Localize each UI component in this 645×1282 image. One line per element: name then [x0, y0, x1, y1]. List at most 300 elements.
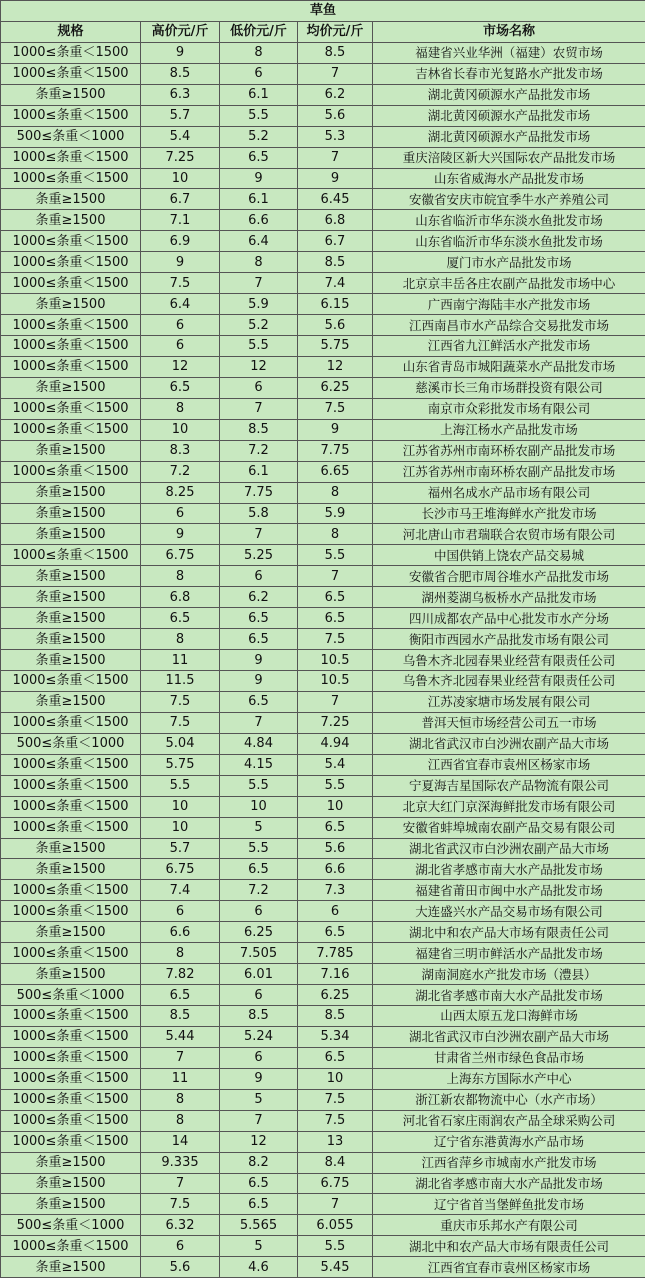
cell-avg-price: 10.5	[298, 671, 373, 692]
cell-avg-price: 6.8	[298, 210, 373, 231]
cell-market: 江西省宜春市袁州区杨家市场	[373, 1257, 645, 1278]
cell-spec: 条重≥1500	[1, 1257, 141, 1278]
cell-low-price: 5	[220, 1236, 298, 1257]
table-row	[1, 1110, 645, 1131]
cell-spec: 1000≤条重＜1500	[1, 754, 141, 775]
cell-low-price: 7	[220, 1110, 298, 1131]
table-row	[1, 1006, 645, 1027]
cell-market: 湖北黄冈硕源水产品批发市场	[373, 105, 645, 126]
cell-high-price: 6	[141, 503, 220, 524]
cell-high-price: 7.4	[141, 880, 220, 901]
cell-low-price: 6	[220, 63, 298, 84]
table-row	[1, 608, 645, 629]
cell-market: 河北省石家庄雨润农产品全球采购公司	[373, 1110, 645, 1131]
cell-market: 湖北省武汉市白沙洲农副产品大市场	[373, 733, 645, 754]
cell-low-price: 6.4	[220, 231, 298, 252]
table-row	[1, 566, 645, 587]
cell-low-price: 6.2	[220, 587, 298, 608]
cell-avg-price: 8	[298, 482, 373, 503]
table-row	[1, 440, 645, 461]
header-spec: 规格	[1, 21, 141, 42]
cell-low-price: 6.5	[220, 608, 298, 629]
cell-high-price: 5.4	[141, 126, 220, 147]
cell-low-price: 4.84	[220, 733, 298, 754]
cell-market: 江苏省苏州市南环桥农副产品批发市场	[373, 440, 645, 461]
cell-avg-price: 7	[298, 691, 373, 712]
cell-market: 广西南宁海陆丰水产批发市场	[373, 294, 645, 315]
cell-spec: 1000≤条重＜1500	[1, 1068, 141, 1089]
cell-low-price: 5.24	[220, 1026, 298, 1047]
cell-avg-price: 8	[298, 524, 373, 545]
cell-market: 湖北省武汉市白沙洲农副产品大市场	[373, 1026, 645, 1047]
cell-high-price: 8.5	[141, 63, 220, 84]
cell-low-price: 9	[220, 1068, 298, 1089]
cell-high-price: 9	[141, 42, 220, 63]
cell-market: 江西省萍乡市城南水产批发市场	[373, 1152, 645, 1173]
cell-avg-price: 10	[298, 796, 373, 817]
cell-spec: 1000≤条重＜1500	[1, 252, 141, 273]
cell-spec: 1000≤条重＜1500	[1, 63, 141, 84]
cell-avg-price: 6.45	[298, 189, 373, 210]
cell-market: 长沙市马王堆海鲜水产批发市场	[373, 503, 645, 524]
cell-high-price: 6.75	[141, 859, 220, 880]
cell-avg-price: 5.4	[298, 754, 373, 775]
table-row	[1, 1131, 645, 1152]
table-row	[1, 838, 645, 859]
cell-market: 山东省临沂市华东淡水鱼批发市场	[373, 231, 645, 252]
cell-market: 大连盛兴水产品交易市场有限公司	[373, 901, 645, 922]
cell-low-price: 4.6	[220, 1257, 298, 1278]
cell-avg-price: 6.25	[298, 985, 373, 1006]
cell-spec: 条重≥1500	[1, 608, 141, 629]
cell-spec: 条重≥1500	[1, 482, 141, 503]
cell-high-price: 8.5	[141, 1006, 220, 1027]
cell-avg-price: 5.6	[298, 315, 373, 336]
cell-low-price: 8.5	[220, 419, 298, 440]
table-row	[1, 398, 645, 419]
cell-avg-price: 13	[298, 1131, 373, 1152]
cell-market: 湖州菱湖乌板桥水产品批发市场	[373, 587, 645, 608]
cell-high-price: 9.335	[141, 1152, 220, 1173]
cell-avg-price: 5.5	[298, 775, 373, 796]
cell-spec: 条重≥1500	[1, 1173, 141, 1194]
cell-low-price: 7	[220, 273, 298, 294]
table-row	[1, 796, 645, 817]
cell-market: 湖北省孝感市南大水产品批发市场	[373, 985, 645, 1006]
cell-market: 安徽省安庆市皖宜季牛水产养殖公司	[373, 189, 645, 210]
cell-market: 上海江杨水产品批发市场	[373, 419, 645, 440]
table-row	[1, 189, 645, 210]
cell-high-price: 6.8	[141, 587, 220, 608]
table-row	[1, 754, 645, 775]
cell-spec: 条重≥1500	[1, 84, 141, 105]
cell-spec: 1000≤条重＜1500	[1, 147, 141, 168]
cell-spec: 1000≤条重＜1500	[1, 315, 141, 336]
cell-spec: 1000≤条重＜1500	[1, 398, 141, 419]
cell-spec: 条重≥1500	[1, 859, 141, 880]
cell-high-price: 8	[141, 566, 220, 587]
cell-low-price: 4.15	[220, 754, 298, 775]
table-row	[1, 147, 645, 168]
cell-avg-price: 6.25	[298, 377, 373, 398]
table-row	[1, 419, 645, 440]
cell-avg-price: 6.65	[298, 461, 373, 482]
cell-market: 四川成都农产品中心批发市水产分场	[373, 608, 645, 629]
cell-avg-price: 10	[298, 1068, 373, 1089]
cell-spec: 500≤条重＜1000	[1, 733, 141, 754]
table-row	[1, 231, 645, 252]
cell-low-price: 12	[220, 356, 298, 377]
cell-spec: 条重≥1500	[1, 377, 141, 398]
cell-market: 湖北省武汉市白沙洲农副产品大市场	[373, 838, 645, 859]
cell-spec: 1000≤条重＜1500	[1, 231, 141, 252]
cell-market: 慈溪市长三角市场群投资有限公司	[373, 377, 645, 398]
cell-low-price: 6.1	[220, 84, 298, 105]
cell-spec: 条重≥1500	[1, 440, 141, 461]
cell-avg-price: 7.4	[298, 273, 373, 294]
cell-low-price: 5	[220, 817, 298, 838]
cell-low-price: 6	[220, 901, 298, 922]
cell-market: 重庆市乐邦水产有限公司	[373, 1215, 645, 1236]
cell-avg-price: 5.75	[298, 336, 373, 357]
table-row	[1, 315, 645, 336]
cell-spec: 1000≤条重＜1500	[1, 1047, 141, 1068]
cell-low-price: 8	[220, 42, 298, 63]
cell-spec: 1000≤条重＜1500	[1, 712, 141, 733]
cell-high-price: 11	[141, 1068, 220, 1089]
table-row	[1, 1068, 645, 1089]
cell-low-price: 6.6	[220, 210, 298, 231]
cell-avg-price: 6.2	[298, 84, 373, 105]
cell-high-price: 10	[141, 168, 220, 189]
cell-low-price: 6.25	[220, 922, 298, 943]
cell-market: 山西太原五龙口海鲜市场	[373, 1006, 645, 1027]
cell-market: 江苏凌家塘市场发展有限公司	[373, 691, 645, 712]
table-row	[1, 63, 645, 84]
cell-high-price: 8	[141, 629, 220, 650]
header-market: 市场名称	[373, 21, 645, 42]
cell-market: 湖北中和农产品大市场有限责任公司	[373, 922, 645, 943]
cell-spec: 500≤条重＜1000	[1, 985, 141, 1006]
cell-high-price: 6.4	[141, 294, 220, 315]
cell-avg-price: 8.5	[298, 42, 373, 63]
cell-spec: 条重≥1500	[1, 503, 141, 524]
cell-low-price: 9	[220, 650, 298, 671]
table-row	[1, 1215, 645, 1236]
cell-low-price: 7	[220, 398, 298, 419]
cell-low-price: 6	[220, 566, 298, 587]
cell-market: 安徽省合肥市周谷堆水产品批发市场	[373, 566, 645, 587]
table-row	[1, 545, 645, 566]
cell-low-price: 5	[220, 1089, 298, 1110]
table-row	[1, 587, 645, 608]
table-row	[1, 712, 645, 733]
table-row	[1, 1089, 645, 1110]
title-row	[1, 1, 645, 22]
cell-high-price: 6	[141, 901, 220, 922]
cell-avg-price: 5.5	[298, 545, 373, 566]
cell-low-price: 6.1	[220, 189, 298, 210]
cell-avg-price: 6.5	[298, 922, 373, 943]
table-row	[1, 650, 645, 671]
cell-spec: 1000≤条重＜1500	[1, 356, 141, 377]
cell-low-price: 6.5	[220, 147, 298, 168]
table-row	[1, 461, 645, 482]
cell-market: 江西省宜春市袁州区杨家市场	[373, 754, 645, 775]
cell-high-price: 7.25	[141, 147, 220, 168]
cell-high-price: 11	[141, 650, 220, 671]
cell-market: 福建省兴业华洲（福建）农贸市场	[373, 42, 645, 63]
cell-high-price: 6.7	[141, 189, 220, 210]
cell-low-price: 12	[220, 1131, 298, 1152]
table-row	[1, 859, 645, 880]
cell-avg-price: 5.6	[298, 838, 373, 859]
table-row	[1, 1236, 645, 1257]
cell-low-price: 5.2	[220, 315, 298, 336]
table-row	[1, 252, 645, 273]
cell-market: 江西省九江鲜活水产批发市场	[373, 336, 645, 357]
cell-market: 山东省威海水产品批发市场	[373, 168, 645, 189]
cell-high-price: 7.2	[141, 461, 220, 482]
cell-high-price: 7.5	[141, 273, 220, 294]
cell-avg-price: 7.5	[298, 398, 373, 419]
cell-avg-price: 8.5	[298, 1006, 373, 1027]
cell-low-price: 5.5	[220, 336, 298, 357]
cell-avg-price: 6.7	[298, 231, 373, 252]
table-row	[1, 482, 645, 503]
cell-high-price: 10	[141, 817, 220, 838]
cell-high-price: 14	[141, 1131, 220, 1152]
table-row	[1, 273, 645, 294]
cell-avg-price: 5.34	[298, 1026, 373, 1047]
cell-spec: 条重≥1500	[1, 587, 141, 608]
table-body	[1, 42, 645, 1277]
cell-spec: 1000≤条重＜1500	[1, 545, 141, 566]
table-row	[1, 294, 645, 315]
cell-avg-price: 4.94	[298, 733, 373, 754]
cell-spec: 500≤条重＜1000	[1, 126, 141, 147]
table-row	[1, 377, 645, 398]
table-row	[1, 1257, 645, 1278]
cell-spec: 条重≥1500	[1, 566, 141, 587]
cell-low-price: 5.2	[220, 126, 298, 147]
cell-market: 山东省青岛市城阳蔬菜水产品批发市场	[373, 356, 645, 377]
cell-avg-price: 6	[298, 901, 373, 922]
cell-market: 山东省临沂市华东淡水鱼批发市场	[373, 210, 645, 231]
cell-market: 湖北黄冈硕源水产品批发市场	[373, 126, 645, 147]
cell-market: 河北唐山市君瑞联合农贸市场有限公司	[373, 524, 645, 545]
cell-low-price: 6	[220, 1047, 298, 1068]
cell-low-price: 7.2	[220, 440, 298, 461]
cell-spec: 1000≤条重＜1500	[1, 775, 141, 796]
cell-high-price: 6.3	[141, 84, 220, 105]
cell-market: 吉林省长春市光复路水产批发市场	[373, 63, 645, 84]
cell-market: 乌鲁木齐北园春果业经营有限责任公司	[373, 671, 645, 692]
cell-high-price: 7.82	[141, 964, 220, 985]
cell-spec: 条重≥1500	[1, 691, 141, 712]
cell-avg-price: 7.5	[298, 629, 373, 650]
cell-market: 福州名成水产品市场有限公司	[373, 482, 645, 503]
cell-high-price: 10	[141, 419, 220, 440]
table-row	[1, 733, 645, 754]
cell-spec: 1000≤条重＜1500	[1, 336, 141, 357]
cell-low-price: 7.75	[220, 482, 298, 503]
cell-market: 辽宁省首当堡鲜鱼批发市场	[373, 1194, 645, 1215]
table-row	[1, 524, 645, 545]
cell-high-price: 6.5	[141, 377, 220, 398]
cell-high-price: 6.6	[141, 922, 220, 943]
cell-high-price: 7	[141, 1047, 220, 1068]
cell-avg-price: 8.5	[298, 252, 373, 273]
cell-avg-price: 6.5	[298, 608, 373, 629]
cell-avg-price: 5.5	[298, 1236, 373, 1257]
table-row	[1, 629, 645, 650]
cell-high-price: 8	[141, 398, 220, 419]
cell-spec: 条重≥1500	[1, 1194, 141, 1215]
cell-market: 湖北省孝感市南大水产品批发市场	[373, 859, 645, 880]
cell-low-price: 6.5	[220, 1173, 298, 1194]
cell-high-price: 5.6	[141, 1257, 220, 1278]
cell-avg-price: 6.75	[298, 1173, 373, 1194]
cell-high-price: 9	[141, 524, 220, 545]
table-row	[1, 880, 645, 901]
cell-spec: 1000≤条重＜1500	[1, 461, 141, 482]
cell-low-price: 6.5	[220, 1194, 298, 1215]
cell-high-price: 5.44	[141, 1026, 220, 1047]
cell-market: 江西南昌市水产品综合交易批发市场	[373, 315, 645, 336]
cell-avg-price: 7.75	[298, 440, 373, 461]
table-row	[1, 126, 645, 147]
table-row	[1, 1173, 645, 1194]
cell-low-price: 6	[220, 985, 298, 1006]
cell-low-price: 6.1	[220, 461, 298, 482]
cell-market: 湖北黄冈硕源水产品批发市场	[373, 84, 645, 105]
cell-high-price: 8	[141, 943, 220, 964]
cell-low-price: 6.5	[220, 691, 298, 712]
cell-avg-price: 8.4	[298, 1152, 373, 1173]
cell-high-price: 6.9	[141, 231, 220, 252]
cell-market: 普洱天恒市场经营公司五一市场	[373, 712, 645, 733]
cell-high-price: 6.32	[141, 1215, 220, 1236]
cell-avg-price: 6.5	[298, 1047, 373, 1068]
cell-high-price: 5.7	[141, 838, 220, 859]
cell-low-price: 5.9	[220, 294, 298, 315]
cell-avg-price: 9	[298, 168, 373, 189]
table-row	[1, 691, 645, 712]
cell-high-price: 6	[141, 315, 220, 336]
cell-avg-price: 6.6	[298, 859, 373, 880]
cell-avg-price: 12	[298, 356, 373, 377]
cell-spec: 1000≤条重＜1500	[1, 1110, 141, 1131]
cell-market: 福建省三明市鲜活水产品批发市场	[373, 943, 645, 964]
cell-high-price: 7.1	[141, 210, 220, 231]
cell-high-price: 6.75	[141, 545, 220, 566]
cell-high-price: 5.04	[141, 733, 220, 754]
table-row	[1, 775, 645, 796]
cell-high-price: 8	[141, 1110, 220, 1131]
cell-market: 浙江新农都物流中心（水产市场）	[373, 1089, 645, 1110]
cell-avg-price: 7.25	[298, 712, 373, 733]
cell-high-price: 7	[141, 1173, 220, 1194]
table-row	[1, 1152, 645, 1173]
cell-spec: 1000≤条重＜1500	[1, 273, 141, 294]
table-row	[1, 105, 645, 126]
cell-avg-price: 7	[298, 566, 373, 587]
cell-avg-price: 7	[298, 63, 373, 84]
cell-market: 衡阳市西园水产品批发市场有限公司	[373, 629, 645, 650]
cell-market: 福建省莆田市闽中水产品批发市场	[373, 880, 645, 901]
cell-high-price: 6.5	[141, 985, 220, 1006]
cell-market: 辽宁省东港黄海水产品市场	[373, 1131, 645, 1152]
cell-low-price: 6.5	[220, 859, 298, 880]
cell-market: 湖北中和农产品大市场有限责任公司	[373, 1236, 645, 1257]
cell-spec: 1000≤条重＜1500	[1, 943, 141, 964]
cell-high-price: 11.5	[141, 671, 220, 692]
table-row	[1, 943, 645, 964]
table-row	[1, 356, 645, 377]
cell-market: 北京京丰岳各庄农副产品批发市场中心	[373, 273, 645, 294]
cell-spec: 1000≤条重＜1500	[1, 168, 141, 189]
cell-market: 重庆涪陵区新大兴国际农产品批发市场	[373, 147, 645, 168]
cell-market: 江苏省苏州市南环桥农副产品批发市场	[373, 461, 645, 482]
cell-high-price: 5.5	[141, 775, 220, 796]
cell-market: 上海东方国际水产中心	[373, 1068, 645, 1089]
header-row	[1, 21, 645, 42]
cell-low-price: 9	[220, 671, 298, 692]
cell-low-price: 5.8	[220, 503, 298, 524]
cell-market: 甘肃省兰州市绿色食品市场	[373, 1047, 645, 1068]
cell-avg-price: 5.3	[298, 126, 373, 147]
cell-spec: 1000≤条重＜1500	[1, 880, 141, 901]
cell-spec: 条重≥1500	[1, 189, 141, 210]
cell-avg-price: 6.15	[298, 294, 373, 315]
cell-spec: 条重≥1500	[1, 629, 141, 650]
cell-high-price: 5.7	[141, 105, 220, 126]
table-row	[1, 1047, 645, 1068]
header-high-price: 高价元/斤	[141, 21, 220, 42]
cell-low-price: 5.5	[220, 838, 298, 859]
cell-market: 北京大红门京深海鲜批发市场有限公司	[373, 796, 645, 817]
table-row	[1, 84, 645, 105]
cell-spec: 1000≤条重＜1500	[1, 1236, 141, 1257]
table-row	[1, 985, 645, 1006]
cell-spec: 1000≤条重＜1500	[1, 1089, 141, 1110]
cell-market: 南京市众彩批发市场有限公司	[373, 398, 645, 419]
cell-low-price: 9	[220, 168, 298, 189]
cell-spec: 条重≥1500	[1, 650, 141, 671]
cell-high-price: 10	[141, 796, 220, 817]
cell-low-price: 5.565	[220, 1215, 298, 1236]
cell-spec: 条重≥1500	[1, 210, 141, 231]
cell-market: 安徽省蚌埠城南农副产品交易有限公司	[373, 817, 645, 838]
cell-spec: 1000≤条重＜1500	[1, 1026, 141, 1047]
cell-high-price: 9	[141, 252, 220, 273]
table-row	[1, 671, 645, 692]
cell-avg-price: 5.6	[298, 105, 373, 126]
cell-high-price: 5.75	[141, 754, 220, 775]
table-row	[1, 42, 645, 63]
cell-avg-price: 6.5	[298, 817, 373, 838]
cell-spec: 条重≥1500	[1, 838, 141, 859]
cell-avg-price: 7.5	[298, 1089, 373, 1110]
table-row	[1, 1026, 645, 1047]
cell-high-price: 6	[141, 336, 220, 357]
cell-market: 湖南洞庭水产批发市场（澧县）	[373, 964, 645, 985]
table-row	[1, 1194, 645, 1215]
cell-spec: 1000≤条重＜1500	[1, 817, 141, 838]
cell-low-price: 6	[220, 377, 298, 398]
cell-spec: 1000≤条重＜1500	[1, 1131, 141, 1152]
